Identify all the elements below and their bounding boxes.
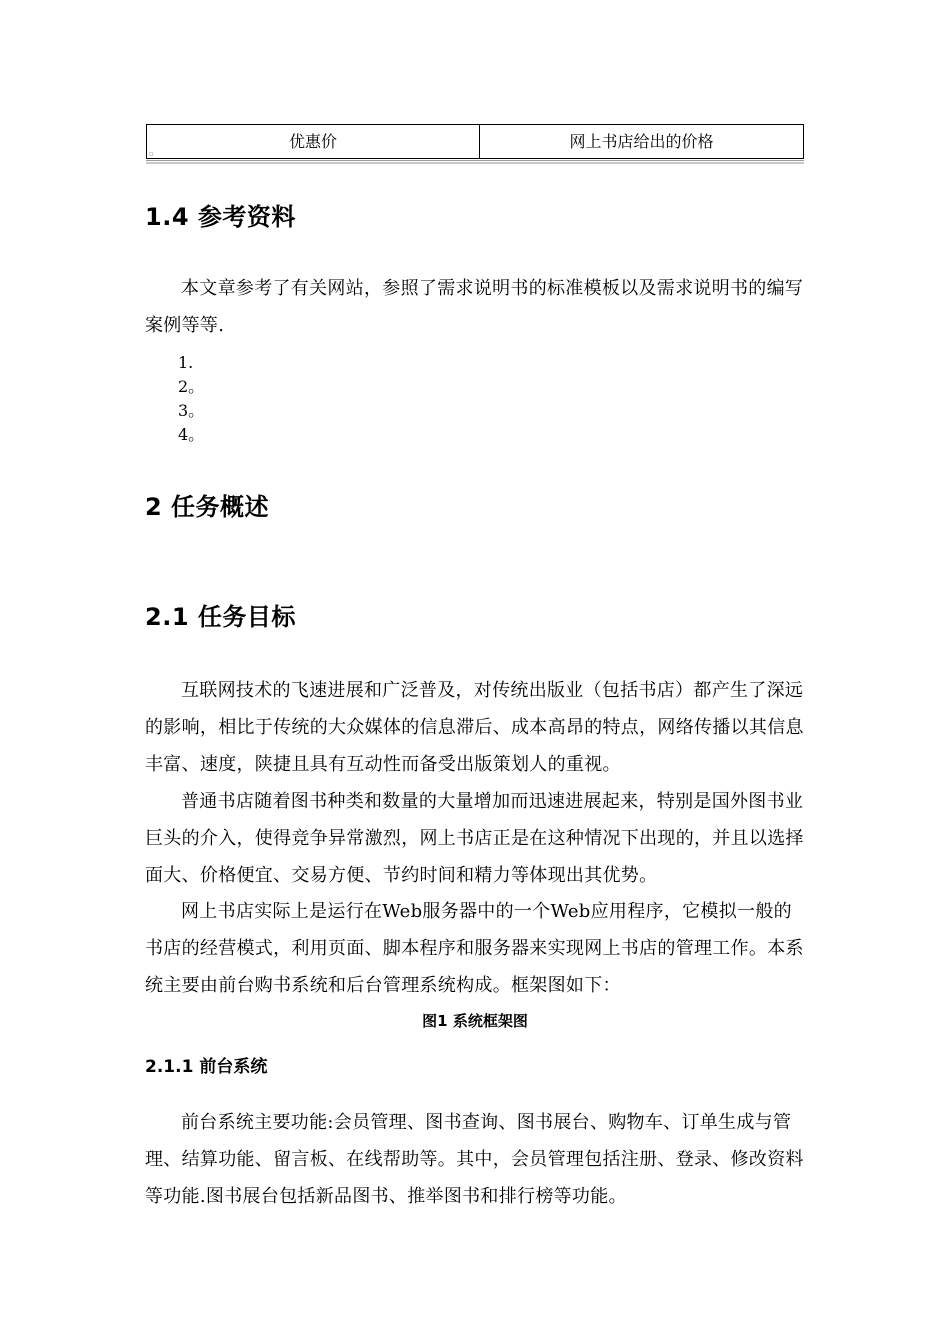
list-item: 4。 <box>178 425 205 444</box>
table-bottom-border <box>146 160 804 164</box>
list-item: 3。 <box>178 401 205 420</box>
heading-1-4: 1.4 参考资料 <box>145 203 296 231</box>
cell-marker-icon: ▫ <box>149 150 154 158</box>
paragraph-goal-3: 网上书店实际上是运行在Web服务器中的一个Web应用程序，它模拟一般的书店的经营模式，利用页面、脚本程序和服务器来实现网上书店的管理工作。本系统主要由前台购书系统和后台管理系统构成。框架图如下： <box>145 901 804 996</box>
table-cell-term-text: 优惠价 <box>288 132 337 151</box>
definition-table <box>146 124 804 159</box>
table-cell-definition <box>480 125 803 158</box>
heading-2: 2 任务概述 <box>145 493 270 521</box>
paragraph-frontend: 前台系统主要功能:会员管理、图书查询、图书展台、购物车、订单生成与管理、结算功能、留言板、在线帮助等。其中，会员管理包括注册、登录、修改资料等功能.图书展台包括新品图书、推举图书和排行榜等功能。 <box>145 1112 804 1207</box>
table-cell-term <box>147 125 480 158</box>
list-item: 1. <box>178 353 194 372</box>
paragraph-references: 本文章参考了有关网站，参照了需求说明书的标准模板以及需求说明书的编写案例等等. <box>145 278 804 336</box>
heading-2-1-1: 2.1.1 前台系统 <box>145 1057 268 1077</box>
reference-list <box>178 351 204 447</box>
table-cell-definition-text: 网上书店给出的价格 <box>569 132 714 151</box>
heading-2-1: 2.1 任务目标 <box>145 603 296 631</box>
paragraph-goal-2: 普通书店随着图书种类和数量的大量增加而迅速进展起来，特别是国外图书业巨头的介入，使得竞争异常激烈，网上书店正是在这种情况下出现的，并且以选择面大、价格便宜、交易方便、节约时间和精力等体现出其优势。 <box>145 791 804 886</box>
paragraph-goal-1: 互联网技术的飞速进展和广泛普及，对传统出版业（包括书店）都产生了深远的影响，相比于传统的大众媒体的信息滞后、成本高昂的特点，网络传播以其信息丰富、速度，陕捷且具有互动性而备受出版策划人的重视。 <box>145 680 804 775</box>
figure-caption: 图1 系统框架图 <box>422 1012 528 1030</box>
list-item: 2。 <box>178 377 205 396</box>
